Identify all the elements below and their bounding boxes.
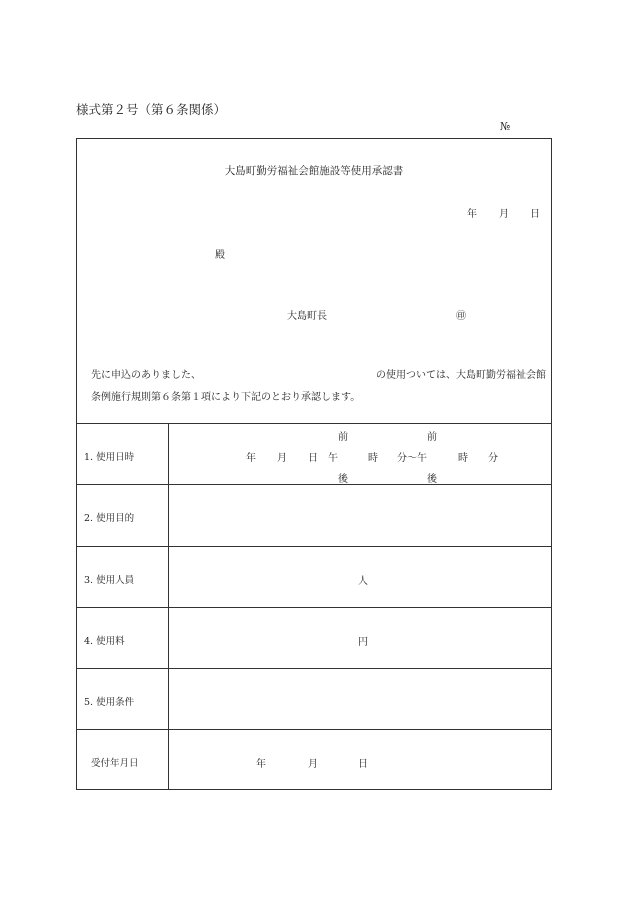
fee-unit: 円 <box>358 637 368 648</box>
body-text-line2: 条例施行規則第６条第１項により下記のとおり承認します。 <box>91 392 361 403</box>
datetime-year: 年 <box>246 453 256 464</box>
datetime-pm-end: 後 <box>427 474 437 485</box>
datetime-hour-start: 時 <box>368 453 378 464</box>
issuer-name: 大島町長 <box>287 311 327 322</box>
row-label-usage-purpose: 2. 使用目的 <box>84 513 135 524</box>
headcount-unit: 人 <box>358 576 368 587</box>
datetime-am-end: 前 <box>427 432 437 443</box>
row-divider <box>77 668 551 669</box>
form-label: 様式第２号（第６条関係） <box>76 102 227 117</box>
row-label-usage-headcount: 3. 使用人員 <box>84 575 135 586</box>
row-label-received-date: 受付年月日 <box>91 758 139 769</box>
seal-mark: ㊞ <box>456 311 466 322</box>
issue-date-year: 年 <box>467 209 477 220</box>
document-title: 大島町勤労福祉会館施設等使用承認書 <box>224 165 404 177</box>
column-divider <box>168 423 169 789</box>
datetime-minute-range: 分〜午 <box>397 453 427 464</box>
row-label-usage-datetime: 1. 使用日時 <box>84 452 135 463</box>
body-text-line1-start: 先に申込のありました、 <box>91 370 201 381</box>
number-label: № <box>500 120 511 133</box>
issue-date-day: 日 <box>530 209 540 220</box>
issue-date-month: 月 <box>499 209 509 220</box>
row-divider <box>77 607 551 608</box>
table-top-line <box>77 423 551 424</box>
datetime-month: 月 <box>277 453 287 464</box>
datetime-hour-end: 時 <box>458 453 468 464</box>
row-divider <box>77 546 551 547</box>
row-label-usage-conditions: 5. 使用条件 <box>84 697 135 708</box>
row-label-usage-fee: 4. 使用料 <box>84 636 125 647</box>
received-month: 月 <box>308 759 318 770</box>
row-divider <box>77 484 551 485</box>
datetime-pm-start: 後 <box>338 474 348 485</box>
certificate-frame <box>76 138 552 790</box>
addressee-suffix: 殿 <box>215 250 225 261</box>
body-text-line1-end: の使用ついては、大島町勤労福祉会館 <box>376 370 546 381</box>
datetime-noon-start: 午 <box>328 453 338 464</box>
datetime-day: 日 <box>308 453 318 464</box>
datetime-am-start: 前 <box>338 432 348 443</box>
row-divider <box>77 729 551 730</box>
datetime-minute-end: 分 <box>488 453 498 464</box>
received-year: 年 <box>256 759 266 770</box>
received-day: 日 <box>358 759 368 770</box>
